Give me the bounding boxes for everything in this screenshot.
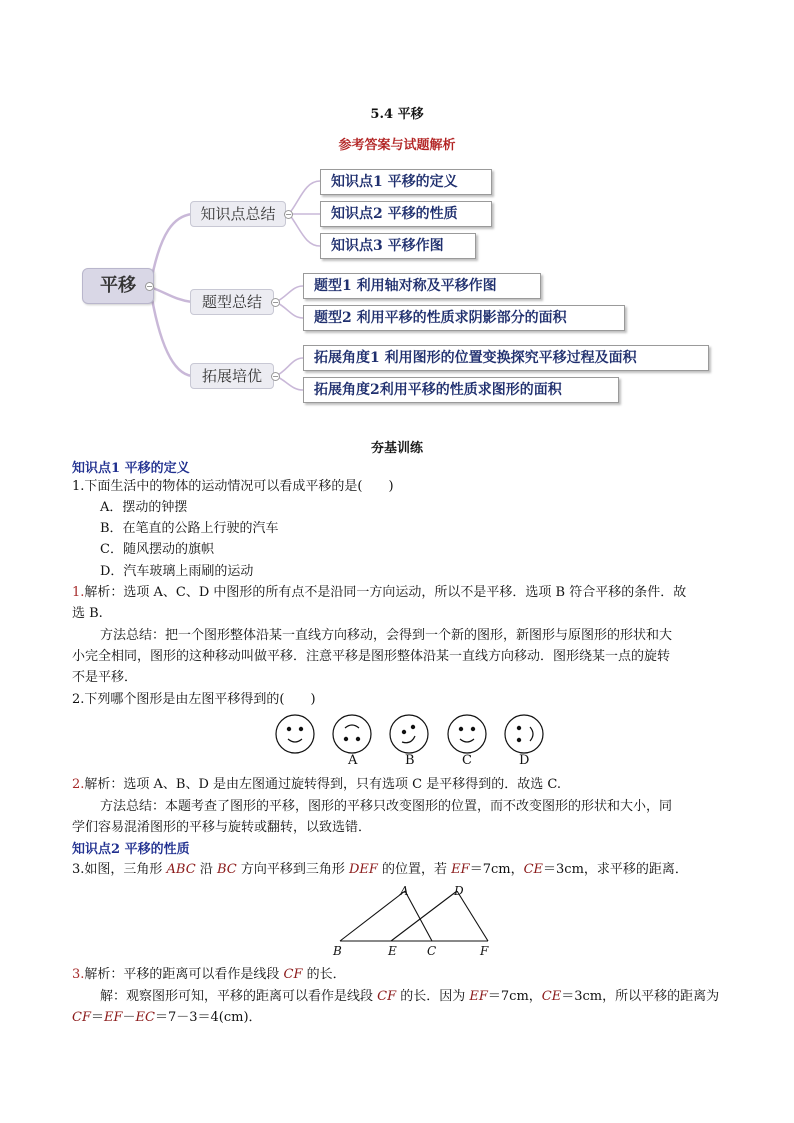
vertex-label: A — [400, 884, 409, 898]
page-subtitle: 参考答案与试题解析 — [338, 138, 456, 153]
figure-label: D — [519, 753, 530, 768]
figure-label: C — [462, 753, 472, 768]
smiley-figures — [0, 712, 794, 772]
method-summary: 学们容易混淆图形的平移与旋转或翻转，以致选错． — [72, 820, 372, 835]
vertex-label: F — [480, 944, 489, 958]
solution-text: CF＝EF－EC＝7－3＝4(cm)． — [72, 1010, 262, 1025]
mindmap-root — [82, 268, 154, 304]
method-summary: 方法总结：本题考查了图形的平移，图形的平移只改变图形的位置，而不改变图形的形状和大小，同 — [100, 799, 673, 814]
mindmap-leaf: 拓展角度1 利用图形的位置变换探究平移过程及面积 — [303, 345, 709, 371]
analysis-number: 1. — [72, 585, 85, 600]
collapse-icon[interactable]: − — [285, 210, 292, 219]
analysis-number: 3. — [72, 967, 85, 982]
mindmap-branch-extension: 拓展培优 — [190, 363, 274, 389]
analysis-text: 1.解析：选项 A、C、D 中图形的所有点不是沿同一方向运动，所以不是平移．选项 B 符合平移的条件．故 — [72, 585, 687, 600]
vertex-label: C — [427, 944, 437, 958]
mindmap-branch-knowledge: 知识点总结 — [190, 201, 286, 227]
question-stem: 3.如图，三角形 ABC 沿 BC 方向平移到三角形 DEF 的位置，若 EF＝7cm，CE＝3cm，求平移的距离． — [72, 862, 688, 877]
mindmap-leaf: 题型2 利用平移的性质求阴影部分的面积 — [303, 305, 625, 331]
question-option: D．汽车玻璃上雨刷的运动 — [100, 564, 254, 579]
question-option: B．在笔直的公路上行驶的汽车 — [100, 521, 279, 536]
mindmap-leaf: 知识点1 平移的定义 — [320, 169, 492, 195]
question-stem: 2.下列哪个图形是由左图平移得到的( ) — [72, 692, 316, 707]
method-summary: 方法总结：把一个图形整体沿某一直线方向移动，会得到一个新的图形，新图形与原图形的形状和大 — [100, 628, 673, 643]
method-summary: 小完全相同，图形的这种移动叫做平移．注意平移是图形整体沿某一直线方向移动．图形绕某一点的旋转 — [72, 649, 671, 664]
collapse-icon[interactable]: − — [272, 298, 279, 307]
mindmap-root-label: 平移 — [100, 275, 136, 296]
section-title: 夯基训练 — [370, 441, 423, 456]
vertex-label: D — [454, 884, 464, 898]
collapse-icon[interactable]: − — [146, 282, 153, 291]
mindmap-leaf: 知识点3 平移作图 — [320, 233, 476, 259]
solution-text: 解：观察图形可知，平移的距离可以看作是线段 CF 的长．因为 EF＝7cm，CE＝3cm，所以平移的距离为 — [100, 989, 720, 1004]
knowledge-point-heading: 知识点1 平移的定义 — [72, 461, 190, 476]
mindmap-leaf: 题型1 利用轴对称及平移作图 — [303, 273, 541, 299]
figure-label: B — [405, 753, 415, 768]
mindmap-leaf: 拓展角度2利用平移的性质求图形的面积 — [303, 377, 619, 403]
figure-label: A — [348, 753, 358, 768]
analysis-text: 选 B. — [72, 606, 103, 621]
question-option: C．随风摆动的旗帜 — [100, 542, 214, 557]
analysis-text: 3.解析：平移的距离可以看作是线段 CF 的长． — [72, 967, 346, 982]
collapse-icon[interactable]: − — [272, 372, 279, 381]
vertex-label: E — [388, 944, 397, 958]
vertex-label: B — [333, 944, 342, 958]
triangle-figure — [0, 882, 794, 962]
mindmap-branch-question-types: 题型总结 — [190, 289, 274, 315]
analysis-text: 2.解析：选项 A、B、D 是由左图通过旋转得到，只有选项 C 是平移得到的．故选 C. — [72, 777, 561, 792]
method-summary: 不是平移． — [72, 670, 138, 685]
page-title: 5.4 平移 — [370, 107, 424, 122]
knowledge-point-heading: 知识点2 平移的性质 — [72, 842, 190, 857]
analysis-number: 2. — [72, 777, 85, 792]
question-option: A．摆动的钟摆 — [100, 500, 188, 515]
mindmap-leaf: 知识点2 平移的性质 — [320, 201, 492, 227]
question-stem: 1.下面生活中的物体的运动情况可以看成平移的是( ) — [72, 479, 394, 494]
